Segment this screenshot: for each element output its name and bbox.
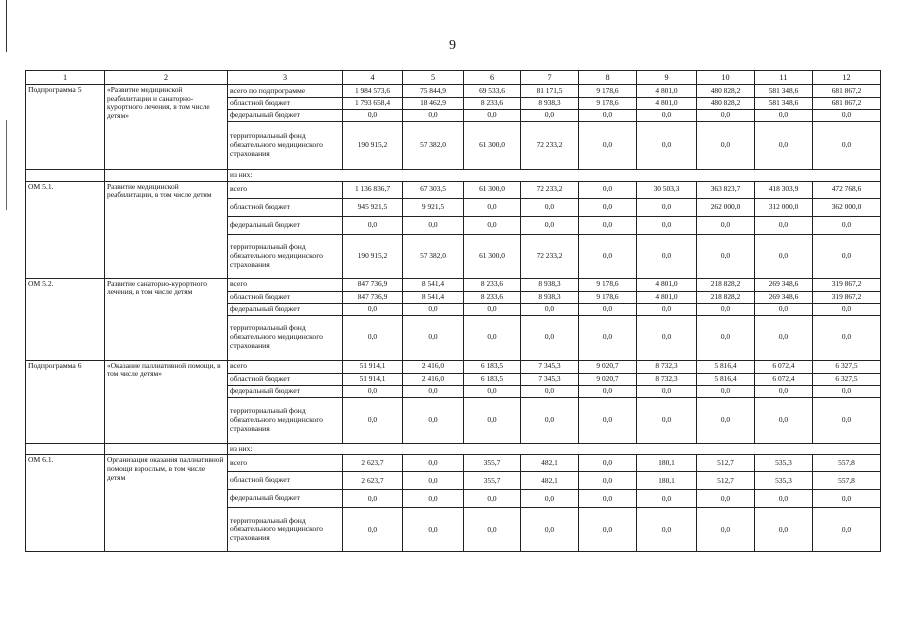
amount-cell: 681 867,2 — [813, 85, 881, 98]
header-cell: 12 — [813, 71, 881, 85]
funding-source-cell: областной бюджет — [228, 373, 343, 385]
amount-cell: 0,0 — [343, 216, 403, 234]
amount-cell: 6 327,5 — [813, 373, 881, 385]
amount-cell: 4 801,0 — [637, 98, 697, 110]
funding-source-cell: областной бюджет — [228, 198, 343, 216]
amount-cell: 0,0 — [637, 110, 697, 122]
amount-cell: 0,0 — [579, 181, 637, 198]
section-code-cell: Подпрограмма 6 — [26, 360, 105, 443]
section-code-cell: ОМ 6.1. — [26, 455, 105, 552]
amount-cell: 945 921,5 — [343, 198, 403, 216]
amount-cell: 0,0 — [521, 397, 579, 443]
amount-cell: 0,0 — [579, 455, 637, 472]
amount-cell: 8 938,3 — [521, 278, 579, 291]
amount-cell: 0,0 — [697, 122, 755, 170]
funding-source-cell: областной бюджет — [228, 98, 343, 110]
amount-cell: 190 915,2 — [343, 234, 403, 278]
funding-source-cell: территориальный фонд обязательного медицинского страхования — [228, 508, 343, 552]
sub-note-cell: из них: — [228, 170, 881, 182]
amount-cell: 0,0 — [403, 315, 464, 360]
amount-cell: 269 348,6 — [755, 278, 813, 291]
amount-cell: 0,0 — [403, 490, 464, 508]
scan-edge-line — [6, 120, 7, 210]
amount-cell: 482,1 — [521, 455, 579, 472]
amount-cell: 0,0 — [521, 216, 579, 234]
amount-cell: 363 823,7 — [697, 181, 755, 198]
amount-cell: 480 828,2 — [697, 98, 755, 110]
amount-cell: 9 178,6 — [579, 98, 637, 110]
amount-cell: 218 828,2 — [697, 291, 755, 303]
amount-cell: 0,0 — [343, 397, 403, 443]
amount-cell: 0,0 — [579, 490, 637, 508]
amount-cell: 2 623,7 — [343, 472, 403, 490]
amount-cell: 61 300,0 — [464, 234, 521, 278]
table-row — [26, 181, 881, 198]
amount-cell: 6 327,5 — [813, 360, 881, 373]
section-name-cell: Развитие санаторно-курортного лечения, в том числе детям — [105, 278, 228, 360]
amount-cell: 355,7 — [464, 455, 521, 472]
funding-source-cell: федеральный бюджет — [228, 303, 343, 315]
amount-cell: 0,0 — [697, 315, 755, 360]
amount-cell: 0,0 — [403, 385, 464, 397]
amount-cell: 8 732,3 — [637, 373, 697, 385]
amount-cell: 0,0 — [343, 508, 403, 552]
amount-cell: 319 867,2 — [813, 291, 881, 303]
amount-cell: 9 921,5 — [403, 198, 464, 216]
amount-cell: 581 348,6 — [755, 98, 813, 110]
amount-cell: 75 844,9 — [403, 85, 464, 98]
funding-source-cell: федеральный бюджет — [228, 385, 343, 397]
amount-cell: 681 867,2 — [813, 98, 881, 110]
section-name-cell: «Оказание паллиативной помощи, в том числе детям» — [105, 360, 228, 443]
amount-cell: 0,0 — [755, 216, 813, 234]
amount-cell: 0,0 — [521, 508, 579, 552]
amount-cell: 0,0 — [579, 315, 637, 360]
amount-cell: 9 020,7 — [579, 373, 637, 385]
amount-cell: 847 736,9 — [343, 291, 403, 303]
amount-cell: 0,0 — [755, 315, 813, 360]
amount-cell: 7 345,3 — [521, 360, 579, 373]
header-cell: 10 — [697, 71, 755, 85]
amount-cell: 0,0 — [637, 397, 697, 443]
empty-cell — [26, 170, 105, 182]
amount-cell: 0,0 — [813, 385, 881, 397]
amount-cell: 0,0 — [579, 198, 637, 216]
amount-cell: 0,0 — [343, 490, 403, 508]
amount-cell: 1 136 836,7 — [343, 181, 403, 198]
amount-cell: 2 416,0 — [403, 360, 464, 373]
table-row — [26, 85, 881, 98]
amount-cell: 0,0 — [343, 110, 403, 122]
empty-cell — [105, 170, 228, 182]
amount-cell: 0,0 — [579, 508, 637, 552]
amount-cell: 8 233,6 — [464, 278, 521, 291]
amount-cell: 0,0 — [464, 216, 521, 234]
amount-cell: 0,0 — [464, 303, 521, 315]
amount-cell: 8 541,4 — [403, 291, 464, 303]
budget-table — [25, 70, 881, 552]
amount-cell: 9 020,7 — [579, 360, 637, 373]
amount-cell: 480 828,2 — [697, 85, 755, 98]
amount-cell: 190 915,2 — [343, 122, 403, 170]
amount-cell: 0,0 — [464, 385, 521, 397]
amount-cell: 1 793 658,4 — [343, 98, 403, 110]
amount-cell: 9 178,6 — [579, 85, 637, 98]
amount-cell: 535,3 — [755, 472, 813, 490]
amount-cell: 9 178,6 — [579, 278, 637, 291]
empty-cell — [26, 443, 105, 455]
amount-cell: 0,0 — [697, 216, 755, 234]
amount-cell: 6 072,4 — [755, 360, 813, 373]
amount-cell: 0,0 — [813, 216, 881, 234]
amount-cell: 312 000,0 — [755, 198, 813, 216]
header-cell: 8 — [579, 71, 637, 85]
header-cell: 5 — [403, 71, 464, 85]
section-name-cell: Развитие медицинской реабилитации, в том числе детям — [105, 181, 228, 278]
amount-cell: 6 183,5 — [464, 373, 521, 385]
amount-cell: 0,0 — [579, 234, 637, 278]
amount-cell: 0,0 — [637, 198, 697, 216]
amount-cell: 0,0 — [464, 508, 521, 552]
section-code-cell: ОМ 5.2. — [26, 278, 105, 360]
amount-cell: 51 914,1 — [343, 373, 403, 385]
amount-cell: 67 303,5 — [403, 181, 464, 198]
page-number: 9 — [449, 38, 456, 53]
funding-source-cell: территориальный фонд обязательного медицинского страхования — [228, 315, 343, 360]
amount-cell: 72 233,2 — [521, 181, 579, 198]
table-row — [26, 455, 881, 472]
budget-table-body — [26, 71, 881, 552]
amount-cell: 0,0 — [403, 216, 464, 234]
amount-cell: 0,0 — [464, 198, 521, 216]
amount-cell: 72 233,2 — [521, 122, 579, 170]
section-name-cell: Организация оказания паллиативной помощи взрослым, в том числе детям — [105, 455, 228, 552]
amount-cell: 0,0 — [637, 315, 697, 360]
amount-cell: 30 503,3 — [637, 181, 697, 198]
amount-cell: 0,0 — [521, 385, 579, 397]
amount-cell: 581 348,6 — [755, 85, 813, 98]
amount-cell: 0,0 — [813, 490, 881, 508]
section-code-cell: Подпрограмма 5 — [26, 85, 105, 170]
amount-cell: 362 000,0 — [813, 198, 881, 216]
amount-cell: 0,0 — [755, 385, 813, 397]
amount-cell: 0,0 — [755, 397, 813, 443]
funding-source-cell: территориальный фонд обязательного медицинского страхования — [228, 122, 343, 170]
sub-note-row — [26, 443, 881, 455]
amount-cell: 557,8 — [813, 455, 881, 472]
amount-cell: 0,0 — [403, 397, 464, 443]
table-row — [26, 278, 881, 291]
amount-cell: 0,0 — [637, 234, 697, 278]
amount-cell: 180,1 — [637, 455, 697, 472]
amount-cell: 18 462,9 — [403, 98, 464, 110]
amount-cell: 0,0 — [464, 315, 521, 360]
amount-cell: 512,7 — [697, 472, 755, 490]
amount-cell: 0,0 — [697, 397, 755, 443]
amount-cell: 0,0 — [697, 508, 755, 552]
amount-cell: 5 816,4 — [697, 360, 755, 373]
amount-cell: 0,0 — [579, 216, 637, 234]
amount-cell: 69 533,6 — [464, 85, 521, 98]
amount-cell: 0,0 — [697, 490, 755, 508]
amount-cell: 9 178,6 — [579, 291, 637, 303]
amount-cell: 0,0 — [579, 397, 637, 443]
amount-cell: 0,0 — [343, 385, 403, 397]
amount-cell: 57 382,0 — [403, 122, 464, 170]
amount-cell: 0,0 — [521, 198, 579, 216]
amount-cell: 0,0 — [755, 122, 813, 170]
amount-cell: 8 541,4 — [403, 278, 464, 291]
amount-cell: 512,7 — [697, 455, 755, 472]
amount-cell: 0,0 — [579, 122, 637, 170]
header-cell: 9 — [637, 71, 697, 85]
table-row — [26, 360, 881, 373]
amount-cell: 0,0 — [403, 472, 464, 490]
sub-note-row — [26, 170, 881, 182]
amount-cell: 0,0 — [697, 110, 755, 122]
amount-cell: 0,0 — [813, 234, 881, 278]
section-name-cell: «Развитие медицинской реабилитации и санаторно-курортного лечения, в том числе детям» — [105, 85, 228, 170]
funding-source-cell: федеральный бюджет — [228, 110, 343, 122]
amount-cell: 0,0 — [697, 234, 755, 278]
amount-cell: 0,0 — [813, 397, 881, 443]
empty-cell — [105, 443, 228, 455]
amount-cell: 0,0 — [637, 216, 697, 234]
table-header-row — [26, 71, 881, 85]
amount-cell: 472 768,6 — [813, 181, 881, 198]
amount-cell: 8 233,6 — [464, 291, 521, 303]
amount-cell: 319 867,2 — [813, 278, 881, 291]
amount-cell: 0,0 — [813, 315, 881, 360]
header-cell: 4 — [343, 71, 403, 85]
header-cell: 6 — [464, 71, 521, 85]
amount-cell: 57 382,0 — [403, 234, 464, 278]
amount-cell: 0,0 — [521, 110, 579, 122]
amount-cell: 61 300,0 — [464, 181, 521, 198]
funding-source-cell: областной бюджет — [228, 291, 343, 303]
amount-cell: 4 801,0 — [637, 291, 697, 303]
amount-cell: 0,0 — [755, 490, 813, 508]
amount-cell: 0,0 — [579, 110, 637, 122]
amount-cell: 0,0 — [343, 303, 403, 315]
header-cell: 2 — [105, 71, 228, 85]
amount-cell: 0,0 — [403, 110, 464, 122]
header-cell: 11 — [755, 71, 813, 85]
amount-cell: 269 348,6 — [755, 291, 813, 303]
amount-cell: 72 233,2 — [521, 234, 579, 278]
funding-source-cell: всего — [228, 360, 343, 373]
amount-cell: 0,0 — [521, 303, 579, 315]
amount-cell: 0,0 — [697, 303, 755, 315]
amount-cell: 0,0 — [403, 508, 464, 552]
amount-cell: 180,1 — [637, 472, 697, 490]
funding-source-cell: федеральный бюджет — [228, 490, 343, 508]
amount-cell: 0,0 — [637, 303, 697, 315]
amount-cell: 0,0 — [755, 234, 813, 278]
funding-source-cell: территориальный фонд обязательного медицинского страхования — [228, 234, 343, 278]
amount-cell: 0,0 — [579, 385, 637, 397]
amount-cell: 535,3 — [755, 455, 813, 472]
amount-cell: 218 828,2 — [697, 278, 755, 291]
amount-cell: 0,0 — [343, 315, 403, 360]
amount-cell: 0,0 — [637, 385, 697, 397]
amount-cell: 6 183,5 — [464, 360, 521, 373]
amount-cell: 262 000,0 — [697, 198, 755, 216]
amount-cell: 8 732,3 — [637, 360, 697, 373]
amount-cell: 6 072,4 — [755, 373, 813, 385]
amount-cell: 355,7 — [464, 472, 521, 490]
funding-source-cell: федеральный бюджет — [228, 216, 343, 234]
amount-cell: 0,0 — [813, 303, 881, 315]
amount-cell: 0,0 — [755, 110, 813, 122]
amount-cell: 2 623,7 — [343, 455, 403, 472]
amount-cell: 8 938,3 — [521, 98, 579, 110]
amount-cell: 0,0 — [813, 110, 881, 122]
funding-source-cell: всего — [228, 181, 343, 198]
amount-cell: 0,0 — [637, 122, 697, 170]
amount-cell: 0,0 — [579, 472, 637, 490]
amount-cell: 0,0 — [521, 490, 579, 508]
amount-cell: 7 345,3 — [521, 373, 579, 385]
amount-cell: 0,0 — [755, 303, 813, 315]
budget-table-wrapper — [25, 70, 880, 552]
amount-cell: 0,0 — [464, 397, 521, 443]
amount-cell: 61 300,0 — [464, 122, 521, 170]
amount-cell: 5 816,4 — [697, 373, 755, 385]
amount-cell: 0,0 — [697, 385, 755, 397]
amount-cell: 557,8 — [813, 472, 881, 490]
funding-source-cell: территориальный фонд обязательного медицинского страхования — [228, 397, 343, 443]
amount-cell: 418 303,9 — [755, 181, 813, 198]
section-code-cell: ОМ 5.1. — [26, 181, 105, 278]
amount-cell: 0,0 — [464, 110, 521, 122]
funding-source-cell: всего — [228, 278, 343, 291]
amount-cell: 0,0 — [813, 508, 881, 552]
amount-cell: 51 914,1 — [343, 360, 403, 373]
amount-cell: 0,0 — [403, 455, 464, 472]
amount-cell: 0,0 — [813, 122, 881, 170]
amount-cell: 8 938,3 — [521, 291, 579, 303]
amount-cell: 0,0 — [521, 315, 579, 360]
funding-source-cell: всего по подпрограмме — [228, 85, 343, 98]
amount-cell: 0,0 — [579, 303, 637, 315]
header-cell: 1 — [26, 71, 105, 85]
sub-note-cell: из них: — [228, 443, 881, 455]
amount-cell: 0,0 — [637, 490, 697, 508]
amount-cell: 0,0 — [637, 508, 697, 552]
funding-source-cell: всего — [228, 455, 343, 472]
amount-cell: 1 984 573,6 — [343, 85, 403, 98]
header-cell: 7 — [521, 71, 579, 85]
amount-cell: 8 233,6 — [464, 98, 521, 110]
amount-cell: 847 736,9 — [343, 278, 403, 291]
header-cell: 3 — [228, 71, 343, 85]
amount-cell: 0,0 — [755, 508, 813, 552]
amount-cell: 2 416,0 — [403, 373, 464, 385]
amount-cell: 482,1 — [521, 472, 579, 490]
funding-source-cell: областной бюджет — [228, 472, 343, 490]
amount-cell: 81 171,5 — [521, 85, 579, 98]
amount-cell: 4 801,0 — [637, 278, 697, 291]
amount-cell: 0,0 — [464, 490, 521, 508]
amount-cell: 4 801,0 — [637, 85, 697, 98]
amount-cell: 0,0 — [403, 303, 464, 315]
